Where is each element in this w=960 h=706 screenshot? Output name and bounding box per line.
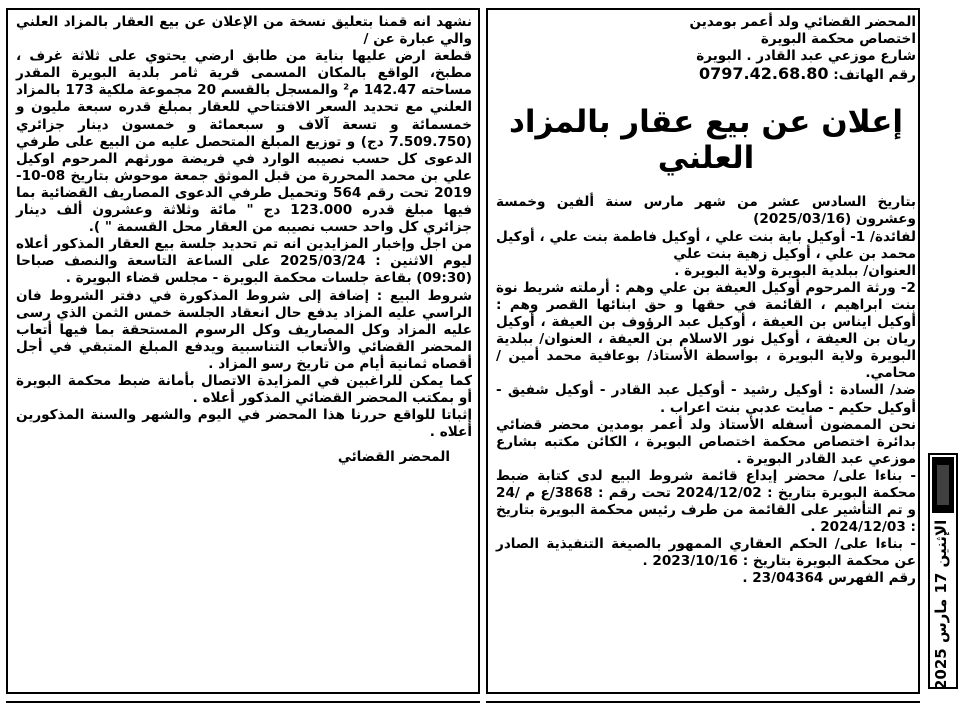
right-column (496, 14, 916, 588)
deposit-reference: - بناءا على/ محضر إيداع قائمة شروط البيع لدى كتابة ضبط محكمة البويرة بتاريخ : 2024/12/02 تحت رقم : 3868/ع م /24 و تم التأشير على القائمة من طرف رئيس محكمة البويرة بتاريخ : 2024/12/03 . (496, 467, 916, 536)
date-paragraph: بتاريخ السادس عشر من شهر مارس سنة ألفين وخمسة وعشرون (2025/03/16) (496, 194, 916, 228)
sale-conditions: شروط البيع : إضافة إلى شروط المذكورة في دفتر الشروط فان الراسي عليه المزاد يدفع حال انعقاد الجلسة خمس الثمن الذي رسى عليه المزاد وكل المصاريف وكل الرسوم المستحقة بما فيها أتعاب المحضر القضائي والأتعاب التناسبية ويدفع المبلغ المتبقي في أجل أقصاه ثمانية أيام من تاريخ رسو المزاد . (16, 287, 472, 372)
property-description: قطعة ارض عليها بناية من طابق ارضي يحتوي على ثلاثة غرف ، مطبخ، الواقع بالمكان المسمى قرية ثامر بلدية البويرة المقدر مساحته 142.47 م² والمسجل بالقسم 20 مجموعة ملكية 173 بالمزاد العلني مع تحديد السعر الافتتاحي للعقار بمبلغ قدره سبعة مليون و خمسمائة و تسعة آلاف و سبعمائة و خمسون دينار جزائري (7.509.750 دج) و توزيع المبلغ المتحصل عليه من البيع على طرفي الدعوى كل حسب نصيبه الوارد في فريضة مورثهم المرحوم اوكيل علي بن محمد المحررة من قبل الموثق جمعة موحوش بتاريخ 08-10-2019 تحت رقم 564 وتحميل طرفي الدعوى المصاريف القضائية بما فيها مبلغ قدره 123.000 دج " مائة وثلاثة وعشرون ألف دينار جزائري كل واحد حسب نصيبه من العقار محل القسمة " ). (16, 48, 472, 236)
logo-mark (937, 465, 949, 505)
bailiff-jurisdiction: اختصاص محكمة البويرة (760, 31, 916, 48)
bailiff-signature: المحضر القضائي (337, 449, 450, 466)
phone-number: 0797.42.68.80 (699, 64, 829, 84)
beneficiary-paragraph: لفائدة/ 1- أوكيل باية بنت علي ، أوكيل فاطمة بنت علي ، أوكيل محمد بن علي ، أوكيل زهية بنت علي (496, 228, 916, 262)
newspaper-logo-icon (932, 457, 954, 513)
newspaper-sidebar (920, 0, 960, 706)
bailiff-address: شارع موزعي عبد القادر . البويرة (696, 48, 916, 65)
contact-info: كما يمكن للراغبين في المزايدة الاتصال بأمانة ضبط محكمة البويرة أو بمكتب المحضر القضائي المذكور أعلاه . (16, 372, 472, 407)
next-ad-top-border-left (6, 701, 480, 703)
judgment-reference: - بناءا على/ الحكم العقاري الممهور بالصيغة التنفيذية الصادر عن محكمة البويرة بتاريخ : 2023/10/16 . (496, 536, 916, 570)
bailiff-header (496, 14, 916, 84)
bailiff-name: المحضر القضائي ولد أعمر بومدين (689, 14, 916, 30)
beneficiary-address: العنوان/ ببلدية البويرة ولاية البويرة . (674, 262, 916, 279)
defendants-paragraph: ضد/ السادة : أوكيل رشيد - أوكيل عبد القادر - أوكيل شفيق - أوكيل حكيم - صايت عدبي بنت اعراب . (496, 382, 916, 416)
bailiff-statement: نحن الممضون أسفله الأستاذ ولد أعمر بومدين محضر قضائي بدائرة اختصاص محكمة اختصاص البويرة ، الكائن مكتبه بشارع موزعي عبد القادر البويرة . (496, 416, 916, 467)
next-ad-top-border-right (486, 701, 920, 703)
heirs-paragraph: 2- ورثة المرحوم أوكيل العيفة بن علي وهم : أرملته شريط نوة بنت ابراهيم ، القائمة في حقها و حق ابنائها القصر وهم : أوكيل ايناس بن العيفة ، أوكيل عبد الرؤوف بن العيفة ، أوكيل ريان بن العيفة ، أوكيل نور الاسلام بن العيفة ، العنوان/ ببلدية البويرة ولاية البويرة ، بواسطة الأستاذ/ بوعافية محمد أمين / محامي. (496, 279, 916, 382)
left-column (16, 14, 472, 465)
bailiff-phone-line (496, 65, 916, 84)
index-number: رقم الفهرس 23/04364 . (742, 570, 916, 587)
auction-session-info: من اجل وإخبار المزايدين انه تم تحديد جلسة بيع العقار المذكور أعلاه ليوم الاثنين : 2025/03/24 على الساعة التاسعة والنصف صباحا (09:30) بقاعة جلسات محكمة البويرة - مجلس قضاء البويرة . (16, 236, 472, 287)
closing-statement: إثباتا للواقع حررنا هذا المحضر في اليوم والشهر والسنة المذكورين أعلاه . (16, 407, 472, 441)
phone-label: رقم الهاتف: (833, 67, 916, 84)
announcement-title: إعلان عن بيع عقار بالمزاد العلني (508, 104, 903, 177)
posting-statement: نشهد انه قمنا بتعليق نسخة من الإعلان عن بيع العقار بالمزاد العلني والي عبارة عن / (16, 14, 472, 48)
issue-date: الإثنين 17 مارس 2025 (932, 520, 950, 691)
